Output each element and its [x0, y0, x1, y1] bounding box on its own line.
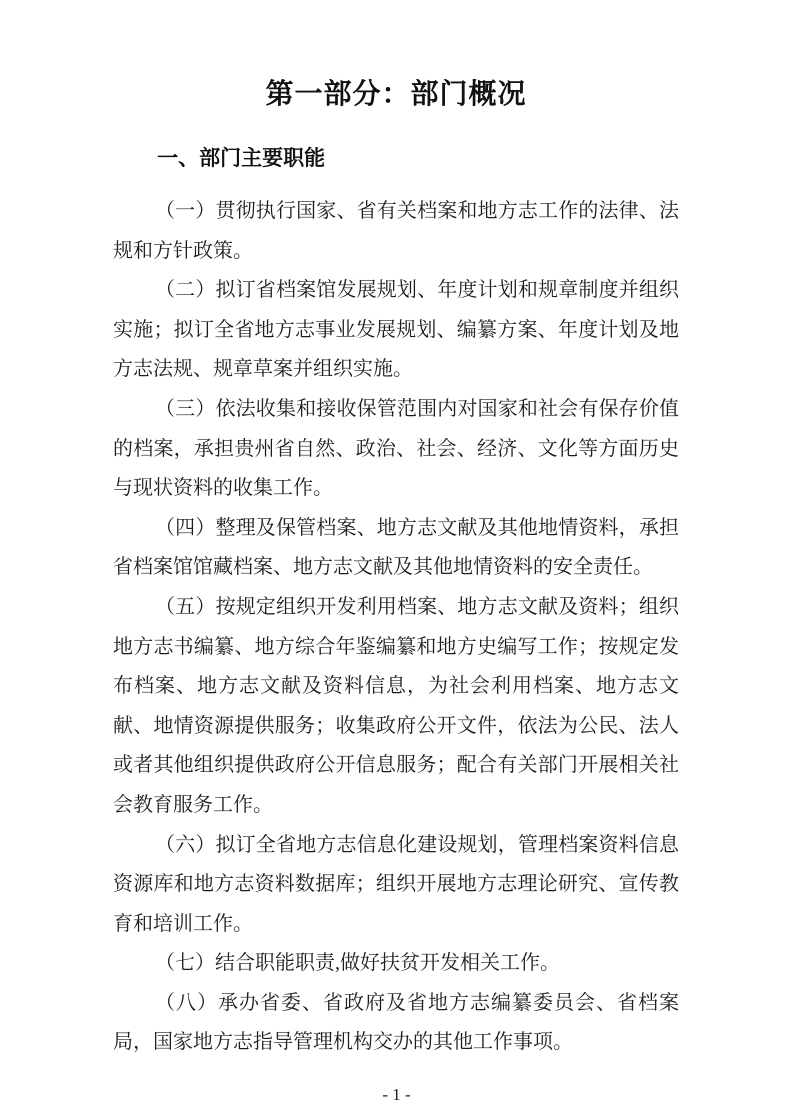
page-footer — [0, 1085, 793, 1105]
paragraph-3: （三）依法收集和接收保管范围内对国家和社会有保存价值的档案，承担贵州省自然、政治、社会、经济、文化等方面历史与现状资料的收集工作。 — [113, 397, 679, 500]
document-body — [113, 192, 679, 1063]
paragraph-1: （一）贯彻执行国家、省有关档案和地方志工作的法律、法规和方针政策。 — [113, 200, 679, 262]
page-number: - 1 - — [382, 1085, 411, 1104]
paragraph-7: （七）结合职能职责,做好扶贫开发相关工作。 — [155, 952, 560, 975]
paragraph-2: （二）拟订省档案馆发展规划、年度计划和规章制度并组织实施；拟订全省地方志事业发展规划、编纂方案、年度计划及地方志法规、规章草案并组织实施。 — [113, 279, 679, 381]
paragraph-6: （六）拟订全省地方志信息化建设规划，管理档案资料信息资源库和地方志资料数据库；组织开展地方志理论研究、宣传教育和培训工作。 — [113, 833, 679, 935]
paragraph-8: （八）承办省委、省政府及省地方志编纂委员会、省档案局，国家地方志指导管理机构交办的其他工作事项。 — [113, 991, 679, 1054]
paragraph-5: （五）按规定组织开发利用档案、地方志文献及资料；组织地方志书编纂、地方综合年鉴编纂和地方史编写工作；按规定发布档案、地方志文献及资料信息，为社会利用档案、地方志文献、地情资源提供服务；收集政府公开文件，依法为公民、法人或者其他组织提供政府公开信息服务；配合有关部门开展相关社会教育服务工作。 — [113, 595, 679, 816]
paragraph-4: （四）整理及保管档案、地方志文献及其他地情资料，承担省档案馆馆藏档案、地方志文献及其他地情资料的安全责任。 — [113, 516, 679, 579]
section-heading: 一、部门主要职能 — [157, 147, 326, 170]
page-title: 第一部分：部门概况 — [265, 78, 527, 109]
